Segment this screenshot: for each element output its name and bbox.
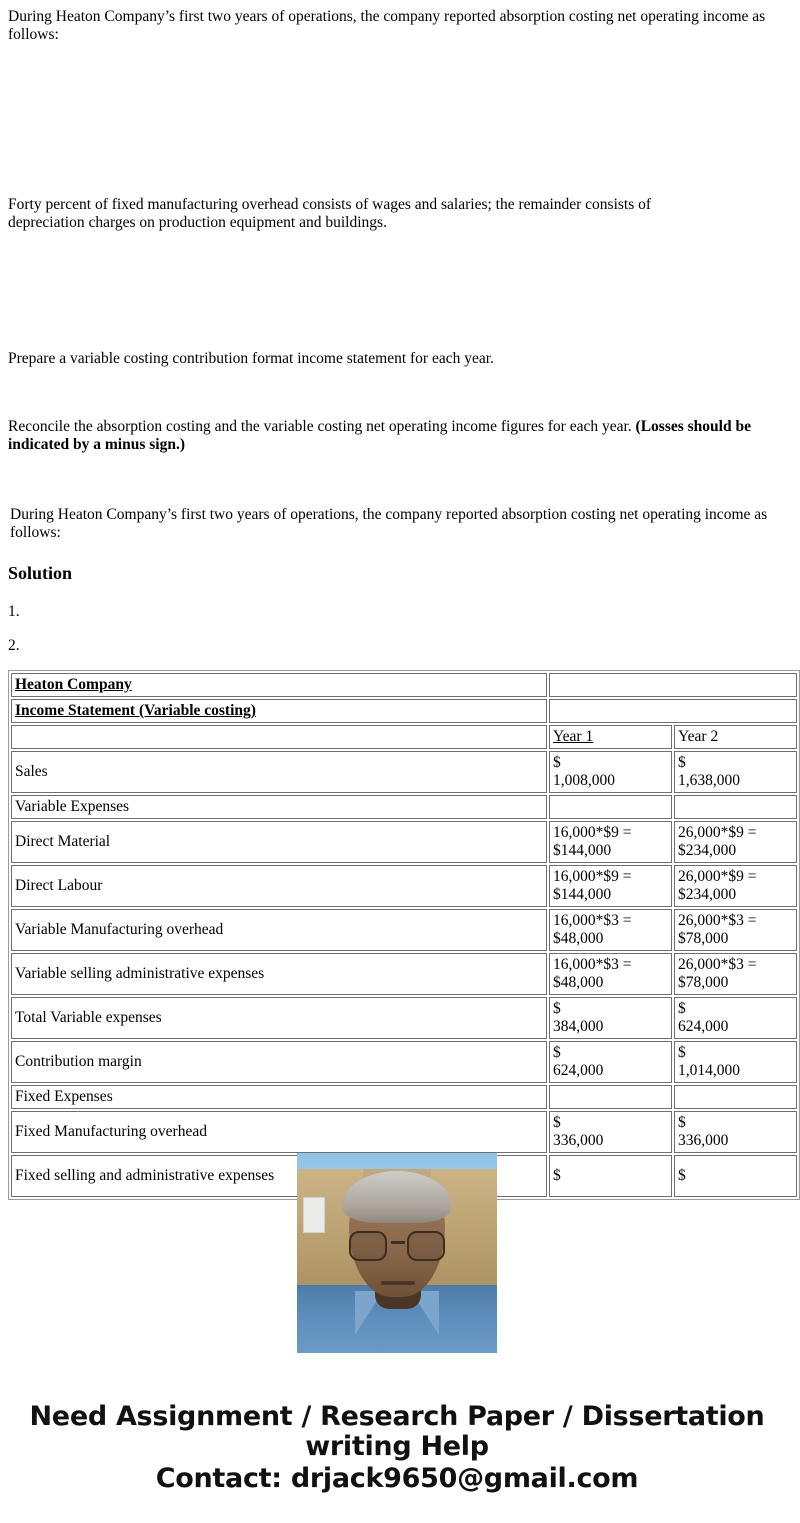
cell-contribution-margin-year2 (674, 1041, 797, 1083)
vsae-year2-total: $78,000 (678, 974, 729, 991)
table-row-total-variable-expenses (11, 997, 797, 1039)
cell-label-sales: Sales (11, 751, 547, 793)
cell-label-contribution-margin: Contribution margin (11, 1041, 547, 1083)
fmoh-year2-amount: 336,000 (678, 1132, 729, 1149)
cell-fmoh-year1 (549, 1111, 672, 1153)
income-statement-table (8, 670, 800, 1200)
cell-company-merge (549, 673, 797, 697)
contribution-margin-year1-amount: 624,000 (553, 1062, 604, 1079)
contribution-margin-year2-symbol: $ (678, 1044, 686, 1061)
direct-labour-year2-total: $234,000 (678, 886, 737, 903)
table-row-direct-material (11, 821, 797, 863)
cell-variable-expenses-year1 (549, 795, 672, 819)
total-variable-year2-amount: 624,000 (678, 1018, 729, 1035)
intro-paragraph-repeat (10, 506, 778, 541)
vmoh-year2-total: $78,000 (678, 930, 729, 947)
list-marker-1: 1. (8, 603, 20, 620)
cell-label-fixed-selling-admin: Fixed selling and administrative expenses (11, 1155, 547, 1197)
cell-vmoh-year1 (549, 909, 672, 951)
fmoh-year2-symbol: $ (678, 1114, 686, 1131)
vsae-year1-total: $48,000 (553, 974, 604, 991)
vmoh-year1-total: $48,000 (553, 930, 604, 947)
table-row-company-title (11, 673, 797, 697)
table-row-fixed-manufacturing-overhead (11, 1111, 797, 1153)
contribution-margin-year2-amount: 1,014,000 (678, 1062, 740, 1079)
cell-direct-material-year1 (549, 821, 672, 863)
cell-total-variable-year1 (549, 997, 672, 1039)
total-variable-year2-symbol: $ (678, 1000, 686, 1017)
cell-header-year2: Year 2 (674, 725, 797, 749)
cell-fmoh-year2 (674, 1111, 797, 1153)
cell-fixed-expenses-year2 (674, 1085, 797, 1109)
cell-direct-material-year2 (674, 821, 797, 863)
cell-label-variable-expenses: Variable Expenses (11, 795, 547, 819)
table-row-fixed-expenses (11, 1085, 797, 1109)
promo-footer (0, 1402, 794, 1494)
intro-paragraph-repeat-text: During Heaton Company’s first two years of operations, the company reported absorption costing net operating income as follows: (10, 506, 768, 541)
requirement-1-text: Prepare a variable costing contribution format income statement for each year. (8, 350, 494, 367)
direct-material-year2-calc: 26,000*$9 = (678, 824, 757, 841)
cell-direct-labour-year2 (674, 865, 797, 907)
table-row-variable-expenses (11, 795, 797, 819)
requirement-2-emphasis: (Losses should be indicated by a minus sign.) (8, 418, 751, 453)
cell-contribution-margin-year1 (549, 1041, 672, 1083)
direct-labour-year2-calc: 26,000*$9 = (678, 868, 757, 885)
solution-heading: Solution (8, 563, 73, 583)
cell-label-fixed-manufacturing-overhead: Fixed Manufacturing overhead (11, 1111, 547, 1153)
cell-direct-labour-year1 (549, 865, 672, 907)
direct-labour-year1-calc: 16,000*$9 = (553, 868, 632, 885)
cell-label-fixed-expenses: Fixed Expenses (11, 1085, 547, 1109)
cell-label-variable-manufacturing-overhead: Variable Manufacturing overhead (11, 909, 547, 951)
cell-header-blank (11, 725, 547, 749)
cell-statement-title: Income Statement (Variable costing) (11, 699, 547, 723)
fsae-year2-symbol: $ (678, 1167, 686, 1184)
cell-fsae-year1 (549, 1155, 672, 1197)
sales-year2-amount: 1,638,000 (678, 772, 740, 789)
table-row-variable-manufacturing-overhead (11, 909, 797, 951)
total-variable-year1-symbol: $ (553, 1000, 561, 1017)
cell-fixed-expenses-year1 (549, 1085, 672, 1109)
cell-variable-expenses-year2 (674, 795, 797, 819)
vmoh-year1-calc: 16,000*$3 = (553, 912, 632, 929)
cell-label-variable-selling-admin: Variable selling administrative expenses (11, 953, 547, 995)
promo-headline-line2: writing Help (305, 1431, 489, 1462)
direct-labour-year1-total: $144,000 (553, 886, 612, 903)
cell-company-name: Heaton Company (11, 673, 547, 697)
avatar-eyeglass-bridge (391, 1241, 405, 1244)
cell-statement-merge (549, 699, 797, 723)
overhead-note-text: Forty percent of fixed manufacturing overhead consists of wages and salaries; the remainder consists of depreciation charges on production equipment and buildings. (8, 196, 652, 231)
sales-year1-symbol: $ (553, 754, 561, 771)
vsae-year2-calc: 26,000*$3 = (678, 956, 757, 973)
avatar-mouth (381, 1281, 415, 1285)
cell-vsae-year2 (674, 953, 797, 995)
table-row-direct-labour (11, 865, 797, 907)
vsae-year1-calc: 16,000*$3 = (553, 956, 632, 973)
table-row-sales (11, 751, 797, 793)
requirement-1-paragraph (8, 350, 708, 368)
cell-sales-year1 (549, 751, 672, 793)
cell-fsae-year2 (674, 1155, 797, 1197)
table-row-contribution-margin (11, 1041, 797, 1083)
cell-total-variable-year2 (674, 997, 797, 1039)
avatar (297, 1153, 497, 1353)
table-row-statement-title (11, 699, 797, 723)
table-row-variable-selling-admin (11, 953, 797, 995)
promo-headline-line1: Need Assignment / Research Paper / Dissertation (29, 1401, 765, 1432)
requirement-2-text: Reconcile the absorption costing and the variable costing net operating income figures for each year. (8, 418, 636, 435)
list-marker-2: 2. (8, 637, 20, 654)
direct-material-year1-total: $144,000 (553, 842, 612, 859)
requirement-2-paragraph (8, 418, 780, 453)
avatar-eyeglass-right (407, 1231, 445, 1261)
sales-year1-amount: 1,008,000 (553, 772, 615, 789)
sales-year2-symbol: $ (678, 754, 686, 771)
direct-material-year2-total: $234,000 (678, 842, 737, 859)
cell-label-direct-material: Direct Material (11, 821, 547, 863)
cell-sales-year2 (674, 751, 797, 793)
intro-paragraph-text: During Heaton Company’s first two years of operations, the company reported absorption costing net operating income as follows: (8, 8, 766, 43)
cell-header-year1: Year 1 (549, 725, 672, 749)
fmoh-year1-symbol: $ (553, 1114, 561, 1131)
fmoh-year1-amount: 336,000 (553, 1132, 604, 1149)
table-row-header (11, 725, 797, 749)
income-statement-table-container (8, 670, 786, 1184)
overhead-note-paragraph (8, 196, 668, 231)
total-variable-year1-amount: 384,000 (553, 1018, 604, 1035)
cell-vsae-year1 (549, 953, 672, 995)
cell-label-direct-labour: Direct Labour (11, 865, 547, 907)
cell-label-total-variable-expenses: Total Variable expenses (11, 997, 547, 1039)
intro-paragraph (8, 8, 776, 43)
contribution-margin-year1-symbol: $ (553, 1044, 561, 1061)
direct-material-year1-calc: 16,000*$9 = (553, 824, 632, 841)
cell-vmoh-year2 (674, 909, 797, 951)
avatar-background-switch (303, 1197, 325, 1233)
promo-contact-email: Contact: drjack9650@gmail.com (155, 1463, 639, 1494)
avatar-eyeglass-left (349, 1231, 387, 1261)
fsae-year1-symbol: $ (553, 1167, 561, 1184)
vmoh-year2-calc: 26,000*$3 = (678, 912, 757, 929)
